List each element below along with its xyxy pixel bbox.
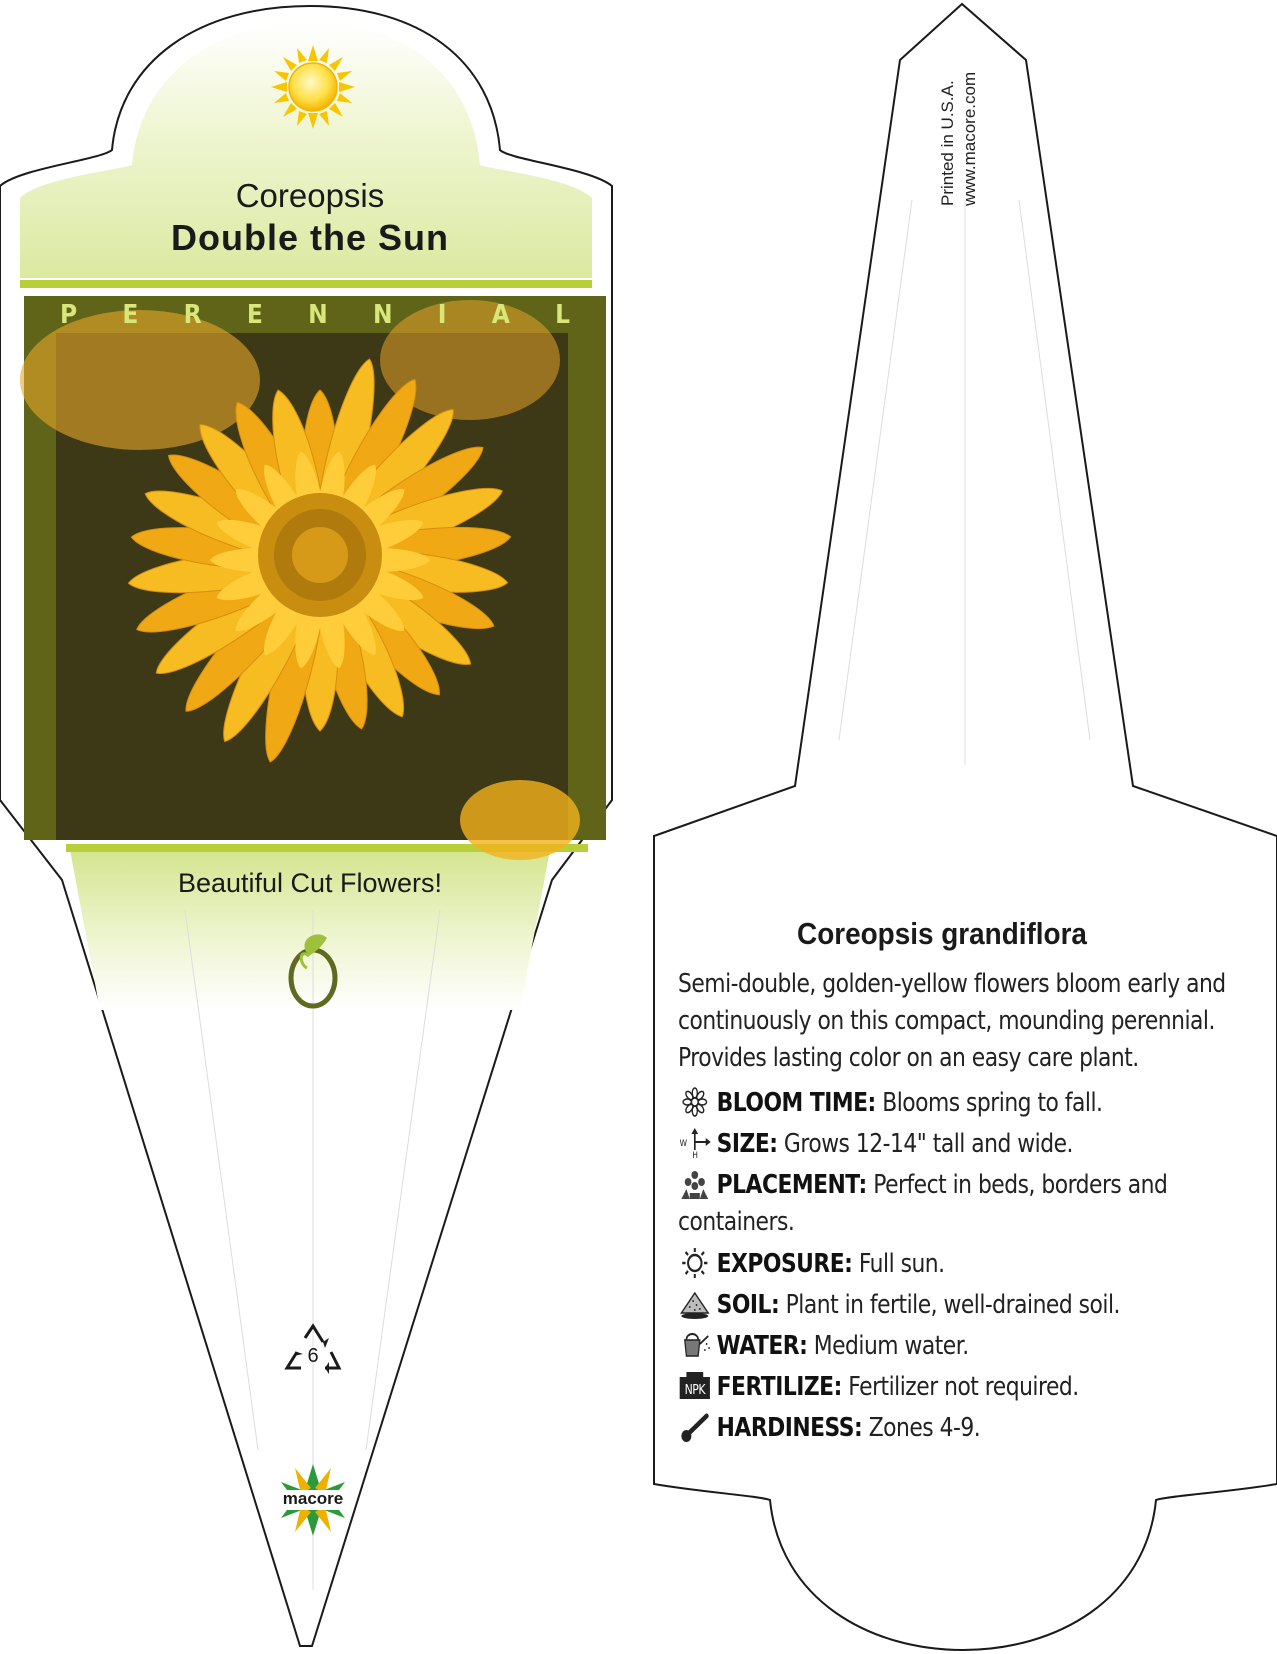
category-letter: N: [372, 300, 393, 330]
botanical-name: Coreopsis grandiflora: [797, 916, 1087, 951]
printed-country: Printed in U.S.A.: [938, 80, 957, 206]
sun-outline-icon: [678, 1248, 712, 1278]
care-item-hardiness: [678, 1410, 1258, 1447]
care-item-size: [678, 1126, 1258, 1163]
size-w: W: [679, 1137, 687, 1149]
care-label: FERTILIZE:: [716, 1372, 842, 1402]
category-letter: L: [555, 300, 570, 330]
care-label: HARDINESS:: [716, 1413, 863, 1443]
category-letter: I: [437, 300, 447, 330]
care-label: EXPOSURE:: [716, 1249, 853, 1279]
sun-icon: [271, 45, 355, 129]
printed-info: [938, 54, 979, 214]
care-label: WATER:: [716, 1331, 808, 1361]
care-text: Fertilizer not required.: [848, 1372, 1079, 1402]
care-label: SOIL:: [716, 1290, 780, 1320]
care-text: Plant in fertile, well-drained soil.: [785, 1290, 1120, 1320]
care-text: Medium water.: [813, 1331, 969, 1361]
recycle-number: 6: [307, 1345, 319, 1367]
header-band: [20, 280, 592, 288]
care-label: BLOOM TIME:: [716, 1088, 876, 1118]
care-text: Zones 4-9.: [868, 1413, 981, 1443]
care-item-water: [678, 1328, 1258, 1365]
care-text: Blooms spring to fall.: [882, 1088, 1103, 1118]
tagline: Beautiful Cut Flowers!: [177, 868, 443, 898]
care-text: Perfect in beds, borders and containers.: [678, 1170, 1168, 1237]
brand-name: macore: [282, 1489, 344, 1508]
genus-name: Coreopsis: [235, 177, 385, 214]
care-item-fertilize: [678, 1369, 1258, 1406]
category-letter: P: [60, 300, 78, 330]
category-letter: A: [491, 300, 510, 330]
soil-icon: [678, 1289, 712, 1319]
care-text: Grows 12-14" tall and wide.: [783, 1129, 1073, 1159]
care-item-placement: [678, 1167, 1258, 1241]
care-label: PLACEMENT:: [716, 1170, 867, 1200]
flower-photo: [20, 300, 580, 860]
category-letter: E: [122, 300, 139, 330]
category-label: [24, 297, 606, 333]
category-letter: E: [246, 300, 263, 330]
flower-icon: [678, 1087, 712, 1117]
category-letter: R: [183, 300, 202, 330]
care-label: SIZE:: [716, 1129, 778, 1159]
care-item-exposure: [678, 1246, 1258, 1283]
plant-name-block: [60, 176, 560, 260]
category-letter: N: [308, 300, 328, 330]
size-h: H: [692, 1149, 698, 1158]
npk-icon: [678, 1371, 712, 1401]
cultivar-name: Double the Sun: [171, 217, 449, 258]
thermometer-icon: [678, 1412, 712, 1442]
watering-can-icon: [678, 1330, 712, 1360]
printed-website: www.macore.com: [960, 71, 979, 206]
placement-icon: [678, 1169, 712, 1199]
care-item-bloom-time: [678, 1085, 1258, 1122]
care-text: Full sun.: [858, 1249, 945, 1279]
care-item-soil: [678, 1287, 1258, 1324]
plant-description: Semi-double, golden-yellow flowers bloom early and continuously on this compact, mounding perennial. Provides lasting color on an easy care plant.: [678, 969, 1226, 1073]
npk-text: NPK: [684, 1382, 705, 1398]
size-icon: [678, 1128, 712, 1158]
